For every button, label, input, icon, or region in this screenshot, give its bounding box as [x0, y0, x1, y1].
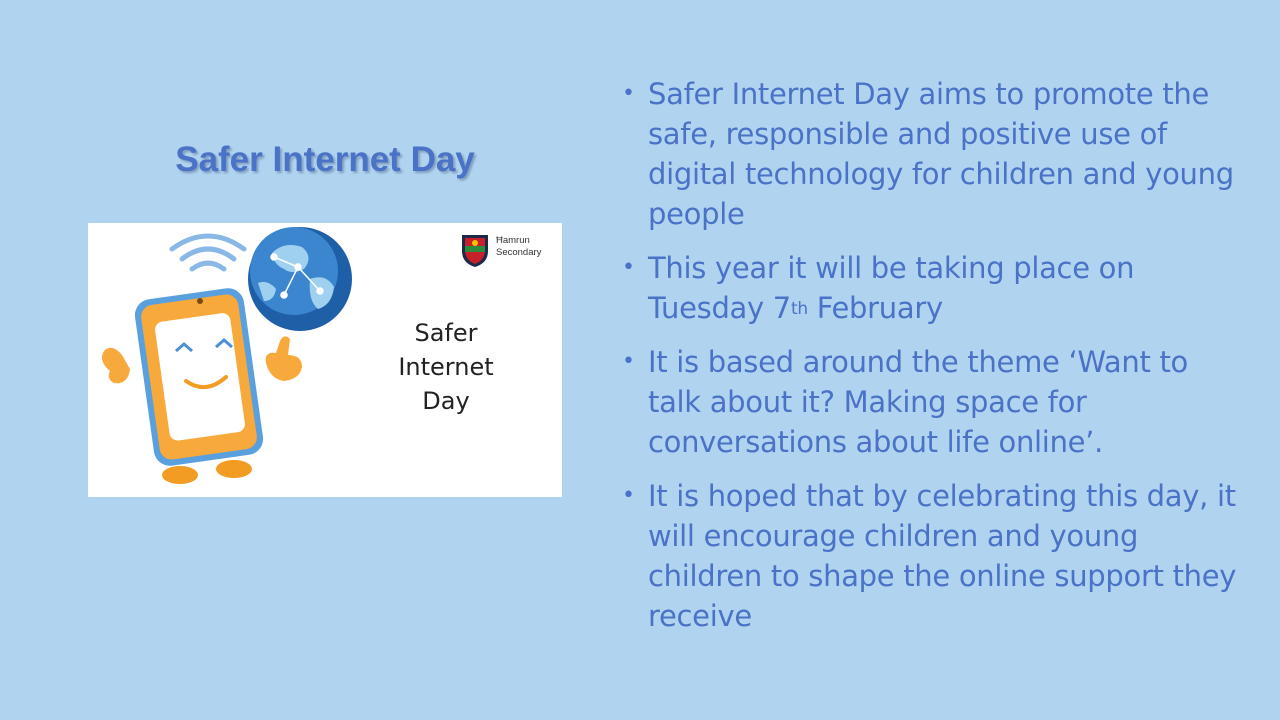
superscript: th [790, 299, 808, 319]
bullet-item [622, 248, 1242, 328]
bullet-text: It is hoped that by celebrating this day, it will encourage children and young children to shape the online support they receive [648, 479, 1237, 633]
bullet-list [622, 74, 1242, 650]
bullet-icon: • [622, 81, 635, 106]
bullet-item [622, 74, 1242, 234]
caption-line: Safer [414, 319, 478, 347]
globe-icon [248, 227, 352, 331]
bullet-icon: • [622, 255, 635, 280]
bullet-item [622, 476, 1242, 636]
caption-line: Internet [398, 353, 494, 381]
school-crest-icon [460, 233, 490, 269]
bullet-item [622, 342, 1242, 462]
bullet-text: This year it will be taking place on Tuesday 7th February [648, 251, 1135, 325]
safer-internet-day-image [88, 223, 562, 497]
bullet-icon: • [622, 483, 635, 508]
slide-title: Safer Internet Day [175, 140, 475, 179]
wifi-icon [172, 236, 244, 269]
bullet-text: Safer Internet Day aims to promote the safe, responsible and positive use of digital technology for children and young people [648, 77, 1234, 231]
caption-line: Day [422, 387, 470, 415]
school-name: Ħamrun Secondary [496, 235, 542, 258]
bullet-icon: • [622, 349, 635, 374]
bullet-text: It is based around the theme ‘Want to talk about it? Making space for conversations about life online’. [648, 345, 1188, 459]
image-caption [376, 316, 516, 418]
